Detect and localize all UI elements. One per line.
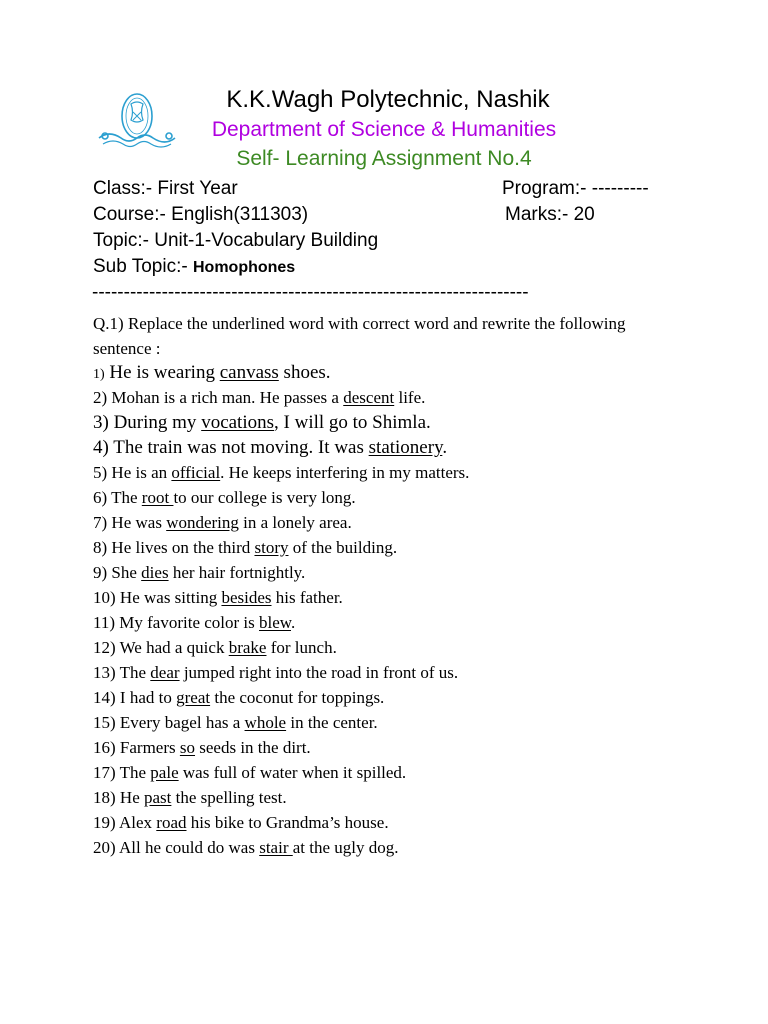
underlined-word: road [156, 813, 187, 832]
underlined-word: brake [228, 638, 267, 657]
sentence-start: Alex [115, 813, 157, 832]
question-item [93, 560, 469, 585]
sentence-start: He is wearing [104, 362, 220, 383]
question-item [93, 360, 469, 385]
question-number: 18) [93, 788, 116, 807]
question-number: 20) [93, 838, 116, 857]
sentence-end: in the center. [286, 713, 378, 732]
underlined-word: vocations [201, 412, 275, 433]
question-number: 5) [93, 463, 108, 482]
question-item [93, 710, 469, 735]
underlined-word: canvass [219, 362, 279, 383]
question-number: 15) [93, 713, 116, 732]
sentence-start: The [115, 763, 151, 782]
sentence-start: He was [107, 513, 167, 532]
question-number: 11) [93, 613, 116, 632]
sentence-end: at the ugly dog. [292, 838, 399, 857]
question-number: 9) [93, 563, 108, 582]
underlined-word: official [171, 463, 221, 482]
sentence-end: his father. [271, 588, 343, 607]
question-list [93, 360, 469, 860]
question-number: 8) [93, 538, 108, 557]
question-item [93, 485, 469, 510]
question-number: 2) [93, 388, 108, 407]
question-item [93, 410, 469, 435]
sentence-end: . [442, 437, 448, 458]
underlined-word: root [141, 488, 174, 507]
sentence-start: I had to [115, 688, 177, 707]
question-item [93, 435, 469, 460]
question-item [93, 510, 469, 535]
subtopic-label [93, 256, 295, 278]
sentence-end: to our college is very long. [173, 488, 356, 507]
sentence-start: The train was not moving. It was [108, 437, 369, 458]
department-name: Department of Science & Humanities [211, 118, 557, 141]
marks-label: Marks:- 20 [505, 204, 595, 225]
underlined-word: whole [244, 713, 287, 732]
question-item [93, 685, 469, 710]
question-instruction: Q.1) Replace the underlined word with correct word and rewrite the following sentence : [93, 314, 626, 358]
underlined-word: pale [150, 763, 179, 782]
question-number: 3) [93, 412, 109, 433]
sentence-end: was full of water when it spilled. [178, 763, 407, 782]
sentence-start: The [107, 488, 142, 507]
topic-label: Topic:- Unit-1-Vocabulary Building [93, 230, 379, 251]
underlined-word: great [176, 688, 211, 707]
sentence-end: of the building. [288, 538, 398, 557]
underlined-word: dear [150, 663, 180, 682]
assignment-title: Self- Learning Assignment No.4 [236, 147, 532, 170]
sentence-start: All he could do was [115, 838, 260, 857]
question-item [93, 610, 469, 635]
underlined-word: story [254, 538, 289, 557]
sentence-start: He [115, 788, 144, 807]
sentence-start: He lives on the third [107, 538, 255, 557]
subtopic-value: Homophones [192, 259, 296, 276]
program-label: Program:- --------- [502, 178, 649, 199]
underlined-word: descent [343, 388, 395, 407]
sentence-end: the spelling test. [171, 788, 287, 807]
sentence-start: Every bagel has a [115, 713, 245, 732]
sentence-end: for lunch. [266, 638, 337, 657]
question-item [93, 810, 469, 835]
question-number: 17) [93, 763, 116, 782]
sentence-end: life. [394, 388, 426, 407]
sentence-end: . [290, 613, 296, 632]
underlined-word: dies [141, 563, 169, 582]
question-number: 1) [93, 367, 105, 382]
underlined-word: stair [259, 838, 293, 857]
question-item [93, 460, 469, 485]
question-number: 4) [93, 437, 109, 458]
class-label: Class:- First Year [93, 178, 238, 199]
underlined-word: stationery [368, 437, 443, 458]
sentence-end: her hair fortnightly. [168, 563, 306, 582]
question-item [93, 585, 469, 610]
question-item [93, 760, 469, 785]
sentence-start: He is an [107, 463, 172, 482]
course-label: Course:- English(311303) [93, 204, 309, 225]
sentence-end: the coconut for toppings. [210, 688, 385, 707]
question-number: 14) [93, 688, 116, 707]
sentence-end: , I will go to Shimla. [274, 412, 431, 433]
question-number: 7) [93, 513, 108, 532]
question-item [93, 385, 469, 410]
sentence-end: shoes. [278, 362, 331, 383]
underlined-word: past [144, 788, 172, 807]
question-item [93, 785, 469, 810]
question-item [93, 535, 469, 560]
institute-name: K.K.Wagh Polytechnic, Nashik [226, 86, 550, 113]
question-number: 6) [93, 488, 108, 507]
sentence-start: The [115, 663, 151, 682]
sentence-end: jumped right into the road in front of us. [179, 663, 459, 682]
sentence-start: During my [108, 412, 202, 433]
sentence-start: She [107, 563, 142, 582]
sentence-start: Mohan is a rich man. He passes a [107, 388, 344, 407]
question-number: 16) [93, 738, 116, 757]
underlined-word: so [179, 738, 196, 757]
underlined-word: wondering [166, 513, 239, 532]
sentence-end: in a lonely area. [238, 513, 352, 532]
sentence-end: seeds in the dirt. [195, 738, 311, 757]
sentence-start: We had a quick [115, 638, 229, 657]
sentence-end: . He keeps interfering in my matters. [220, 463, 470, 482]
question-number: 19) [93, 813, 116, 832]
question-item [93, 835, 469, 860]
sentence-start: Farmers [115, 738, 180, 757]
subtopic-prefix: Sub Topic:- [93, 256, 193, 277]
question-number: 10) [93, 588, 116, 607]
divider-line: --------------------------------------------------------------------- [92, 282, 529, 303]
sentence-start: My favorite color is [115, 613, 260, 632]
question-number: 13) [93, 663, 116, 682]
underlined-word: blew [259, 613, 291, 632]
question-item [93, 660, 469, 685]
question-item [93, 735, 469, 760]
question-number: 12) [93, 638, 116, 657]
sentence-start: He was sitting [115, 588, 222, 607]
underlined-word: besides [221, 588, 272, 607]
question-item [93, 635, 469, 660]
sentence-end: his bike to Grandma’s house. [186, 813, 389, 832]
